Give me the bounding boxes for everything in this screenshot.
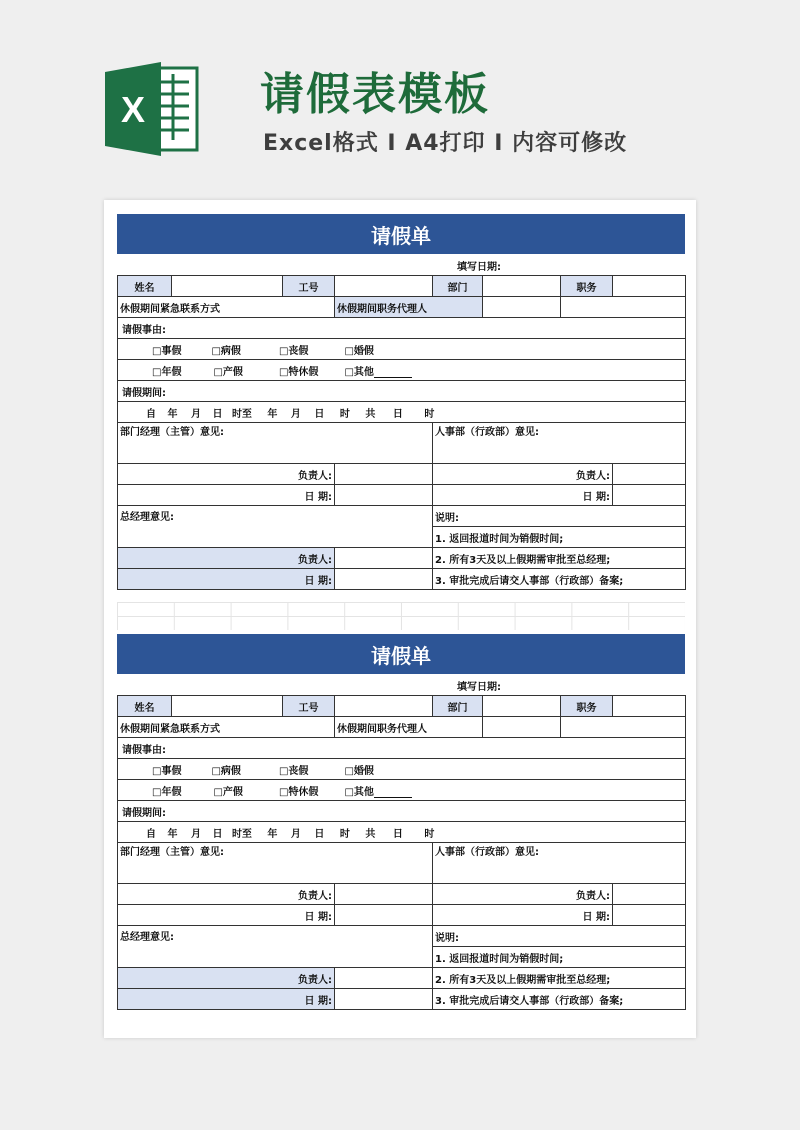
period-label: 请假期间: bbox=[118, 381, 686, 402]
reason-label: 请假事由: bbox=[118, 318, 686, 339]
leave-option[interactable]: □特休假 bbox=[278, 366, 319, 378]
period-part: 日 bbox=[212, 828, 223, 840]
leave-type-row-2 bbox=[118, 780, 686, 801]
fill-date-label: 填写日期: bbox=[457, 262, 501, 273]
position-label: 职务 bbox=[561, 696, 613, 717]
responsible-field[interactable] bbox=[335, 464, 433, 485]
period-part: 自 bbox=[146, 828, 156, 840]
spreadsheet-gridlines bbox=[117, 602, 685, 630]
id-field[interactable] bbox=[335, 696, 433, 717]
leave-option[interactable]: □其他 bbox=[344, 366, 374, 378]
leave-option[interactable]: □婚假 bbox=[344, 765, 374, 777]
agent-field[interactable] bbox=[483, 717, 561, 738]
form-banner: 请假单 bbox=[117, 634, 685, 674]
leave-option[interactable]: □病假 bbox=[211, 345, 241, 357]
period-part: 日 bbox=[392, 828, 403, 840]
note-item: 3. 审批完成后请交人事部（行政部）备案; bbox=[433, 989, 686, 1010]
position-field[interactable] bbox=[613, 696, 686, 717]
period-part: 自 bbox=[146, 408, 156, 420]
note-item: 1. 返回报道时间为销假时间; bbox=[433, 527, 686, 548]
position-label: 职务 bbox=[561, 276, 613, 297]
period-part: 年 bbox=[267, 408, 278, 420]
excel-logo-icon bbox=[103, 60, 201, 158]
dept-mgr-opinion[interactable]: 部门经理（主管）意见: bbox=[118, 843, 433, 884]
agent-field[interactable] bbox=[483, 297, 561, 318]
responsible-field[interactable] bbox=[335, 884, 433, 905]
contact-label: 休假期间紧急联系方式 bbox=[118, 297, 335, 318]
gm-responsible-label: 负责人: bbox=[118, 968, 335, 989]
note-item: 3. 审批完成后请交人事部（行政部）备案; bbox=[433, 569, 686, 590]
responsible-label: 负责人: bbox=[118, 884, 335, 905]
leave-form-1 bbox=[117, 214, 685, 590]
leave-option[interactable]: □丧假 bbox=[278, 345, 309, 357]
note-item: 2. 所有3天及以上假期需审批至总经理; bbox=[433, 548, 686, 569]
period-label: 请假期间: bbox=[118, 801, 686, 822]
gm-responsible-field[interactable] bbox=[335, 968, 433, 989]
gm-date-field[interactable] bbox=[335, 989, 433, 1010]
gm-date-label: 日 期: bbox=[118, 989, 335, 1010]
hr-opinion[interactable]: 人事部（行政部）意见: bbox=[433, 423, 686, 464]
contact-label: 休假期间紧急联系方式 bbox=[118, 717, 335, 738]
period-part: 年 bbox=[167, 828, 178, 840]
dept-field[interactable] bbox=[483, 276, 561, 297]
date-row bbox=[117, 254, 685, 275]
hr-opinion[interactable]: 人事部（行政部）意见: bbox=[433, 843, 686, 884]
notes-label: 说明: bbox=[433, 926, 686, 947]
period-part: 日 bbox=[314, 408, 325, 420]
leave-type-row-1 bbox=[118, 339, 686, 360]
date-row bbox=[117, 674, 685, 695]
period-part: 时 bbox=[424, 828, 435, 840]
id-field[interactable] bbox=[335, 276, 433, 297]
period-part: 月 bbox=[290, 828, 301, 840]
dept-label: 部门 bbox=[433, 276, 483, 297]
date-field-label: 日 期: bbox=[118, 485, 335, 506]
period-part: 时 bbox=[339, 828, 350, 840]
responsible-field[interactable] bbox=[613, 464, 686, 485]
period-part: 时至 bbox=[231, 408, 252, 420]
agent-label: 休假期间职务代理人 bbox=[335, 297, 483, 318]
note-item: 2. 所有3天及以上假期需审批至总经理; bbox=[433, 968, 686, 989]
note-item: 1. 返回报道时间为销假时间; bbox=[433, 947, 686, 968]
period-part: 日 bbox=[392, 408, 403, 420]
gm-responsible-field[interactable] bbox=[335, 548, 433, 569]
leave-form-2 bbox=[117, 634, 685, 1010]
period-part: 日 bbox=[314, 828, 325, 840]
gm-date-label: 日 期: bbox=[118, 569, 335, 590]
date-field[interactable] bbox=[613, 485, 686, 506]
dept-mgr-opinion[interactable]: 部门经理（主管）意见: bbox=[118, 423, 433, 464]
form-table bbox=[117, 695, 686, 1010]
responsible-label: 负责人: bbox=[433, 884, 613, 905]
leave-option[interactable]: □事假 bbox=[152, 345, 182, 357]
period-part: 年 bbox=[167, 408, 178, 420]
leave-option[interactable]: □丧假 bbox=[278, 765, 309, 777]
header bbox=[0, 0, 800, 190]
name-field[interactable] bbox=[172, 276, 283, 297]
period-row bbox=[118, 822, 686, 843]
fill-date-label: 填写日期: bbox=[457, 682, 501, 693]
date-field-label: 日 期: bbox=[118, 905, 335, 926]
leave-option[interactable]: □特休假 bbox=[278, 786, 319, 798]
period-part: 时至 bbox=[231, 828, 252, 840]
gm-opinion[interactable]: 总经理意见: bbox=[118, 506, 433, 548]
period-part: 共 bbox=[365, 828, 376, 840]
date-field-label: 日 期: bbox=[433, 905, 613, 926]
leave-type-row-2 bbox=[118, 360, 686, 381]
responsible-label: 负责人: bbox=[118, 464, 335, 485]
agent-extra-field[interactable] bbox=[561, 297, 686, 318]
responsible-label: 负责人: bbox=[433, 464, 613, 485]
dept-label: 部门 bbox=[433, 696, 483, 717]
period-part: 日 bbox=[212, 408, 223, 420]
leave-option[interactable]: □婚假 bbox=[344, 345, 374, 357]
period-part: 月 bbox=[290, 408, 301, 420]
gm-responsible-label: 负责人: bbox=[118, 548, 335, 569]
period-part: 年 bbox=[267, 828, 278, 840]
notes-label: 说明: bbox=[433, 506, 686, 527]
leave-option[interactable]: □年假 bbox=[152, 786, 182, 798]
id-label: 工号 bbox=[283, 276, 335, 297]
position-field[interactable] bbox=[613, 276, 686, 297]
svg-text:X: X bbox=[120, 89, 146, 130]
date-field[interactable] bbox=[335, 485, 433, 506]
period-row bbox=[118, 402, 686, 423]
date-field[interactable] bbox=[613, 905, 686, 926]
leave-option[interactable]: □事假 bbox=[152, 765, 182, 777]
name-label: 姓名 bbox=[118, 276, 172, 297]
agent-extra-field[interactable] bbox=[561, 717, 686, 738]
page-title: 请假表模板 bbox=[260, 69, 490, 120]
period-part: 时 bbox=[339, 408, 350, 420]
period-part: 月 bbox=[190, 408, 201, 420]
form-table bbox=[117, 275, 686, 590]
agent-label: 休假期间职务代理人 bbox=[335, 717, 483, 738]
period-part: 月 bbox=[190, 828, 201, 840]
leave-option[interactable]: □病假 bbox=[211, 765, 241, 777]
reason-label: 请假事由: bbox=[118, 738, 686, 759]
date-field-label: 日 期: bbox=[433, 485, 613, 506]
name-field[interactable] bbox=[172, 696, 283, 717]
dept-field[interactable] bbox=[483, 696, 561, 717]
leave-option[interactable]: □年假 bbox=[152, 366, 182, 378]
leave-type-row-1 bbox=[118, 759, 686, 780]
leave-option[interactable]: □其他 bbox=[344, 786, 374, 798]
date-field[interactable] bbox=[335, 905, 433, 926]
period-part: 时 bbox=[424, 408, 435, 420]
id-label: 工号 bbox=[283, 696, 335, 717]
gm-date-field[interactable] bbox=[335, 569, 433, 590]
leave-option[interactable]: □产假 bbox=[213, 366, 243, 378]
page-subtitle: Excel格式 I A4打印 I 内容可修改 bbox=[263, 131, 628, 156]
form-banner: 请假单 bbox=[117, 214, 685, 254]
other-blank[interactable] bbox=[374, 367, 412, 378]
leave-option[interactable]: □产假 bbox=[213, 786, 243, 798]
responsible-field[interactable] bbox=[613, 884, 686, 905]
other-blank[interactable] bbox=[374, 787, 412, 798]
name-label: 姓名 bbox=[118, 696, 172, 717]
period-part: 共 bbox=[365, 408, 376, 420]
gm-opinion[interactable]: 总经理意见: bbox=[118, 926, 433, 968]
